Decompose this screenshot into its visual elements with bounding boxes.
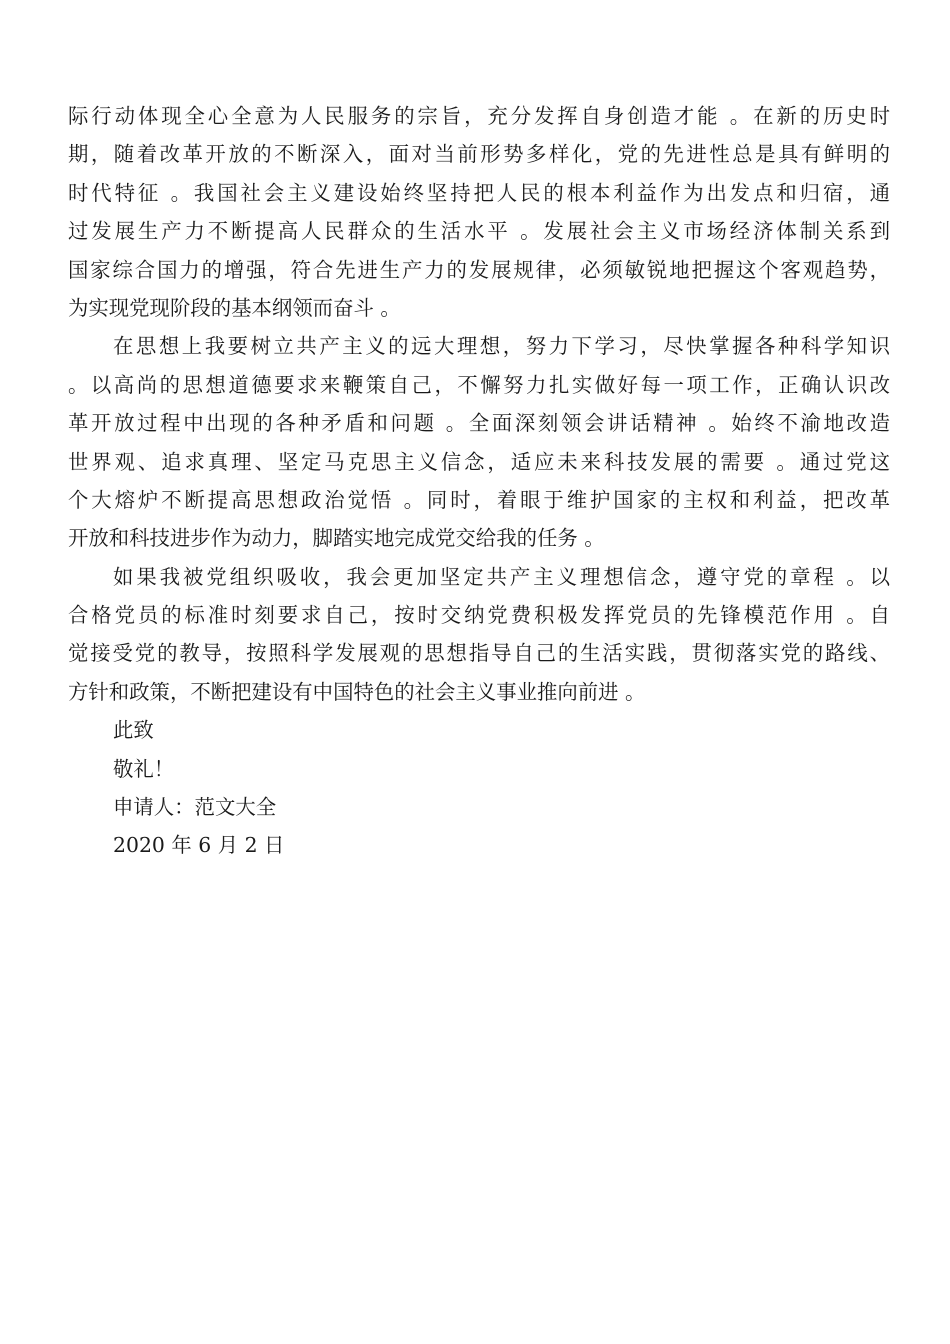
paragraph-line: 个大熔炉不断提高思想政治觉悟 。同时，着眼于维护国家的主权和利益，把改革 (68, 487, 890, 512)
paragraph-2 (68, 327, 890, 557)
respect-line: 敬礼！ (113, 756, 175, 781)
paragraph-line: 觉接受党的教导，按照科学发展观的思想指导自己的生活实践，贯彻落实党的路线、 (68, 641, 890, 666)
closing-block (68, 711, 890, 865)
applicant-signature: 申请人：范文大全 (113, 795, 277, 820)
paragraph-line: 。以高尚的思想道德要求来鞭策自己，不懈努力扎实做好每一项工作，正确认识改 (68, 372, 890, 397)
paragraph-line: 如果我被党组织吸收，我会更加坚定共产主义理想信念，遵守党的章程 。以 (113, 564, 890, 589)
letter-date: 2020 年 6 月 2 日 (113, 833, 285, 858)
paragraph-1 (68, 97, 890, 327)
paragraph-line: 期，随着改革开放的不断深入，面对当前形势多样化，党的先进性总是具有鲜明的 (68, 142, 890, 167)
paragraph-line: 革开放过程中出现的各种矛盾和问题 。全面深刻领会讲话精神 。始终不渝地改造 (68, 411, 890, 436)
paragraph-line: 为实现党现阶段的基本纲领而奋斗 。 (68, 295, 401, 320)
paragraph-line: 国家综合国力的增强，符合先进生产力的发展规律，必须敏锐地把握这个客观趋势， (68, 257, 890, 282)
paragraph-line: 方针和政策，不断把建设有中国特色的社会主义事业推向前进 。 (68, 679, 646, 704)
paragraph-3 (68, 558, 890, 712)
letter-body (68, 97, 890, 865)
paragraph-line: 合格党员的标准时刻要求自己，按时交纳党费积极发挥党员的先锋模范作用 。自 (68, 603, 890, 628)
paragraph-line: 际行动体现全心全意为人民服务的宗旨，充分发挥自身创造才能 。在新的历史时 (68, 104, 890, 128)
paragraph-line: 在思想上我要树立共产主义的远大理想，努力下学习，尽快掌握各种科学知识 (113, 334, 890, 359)
paragraph-line: 世界观、追求真理、坚定马克思主义信念，适应未来科技发展的需要 。通过党这 (68, 449, 890, 474)
paragraph-line: 时代特征 。我国社会主义建设始终坚持把人民的根本利益作为出发点和归宿，通 (68, 180, 890, 205)
paragraph-line: 开放和科技进步作为动力，脚踏实地完成党交给我的任务 。 (68, 526, 605, 551)
paragraph-line: 过发展生产力不断提高人民群众的生活水平 。发展社会主义市场经济体制关系到 (68, 219, 890, 244)
salutation: 此致 (113, 718, 154, 743)
